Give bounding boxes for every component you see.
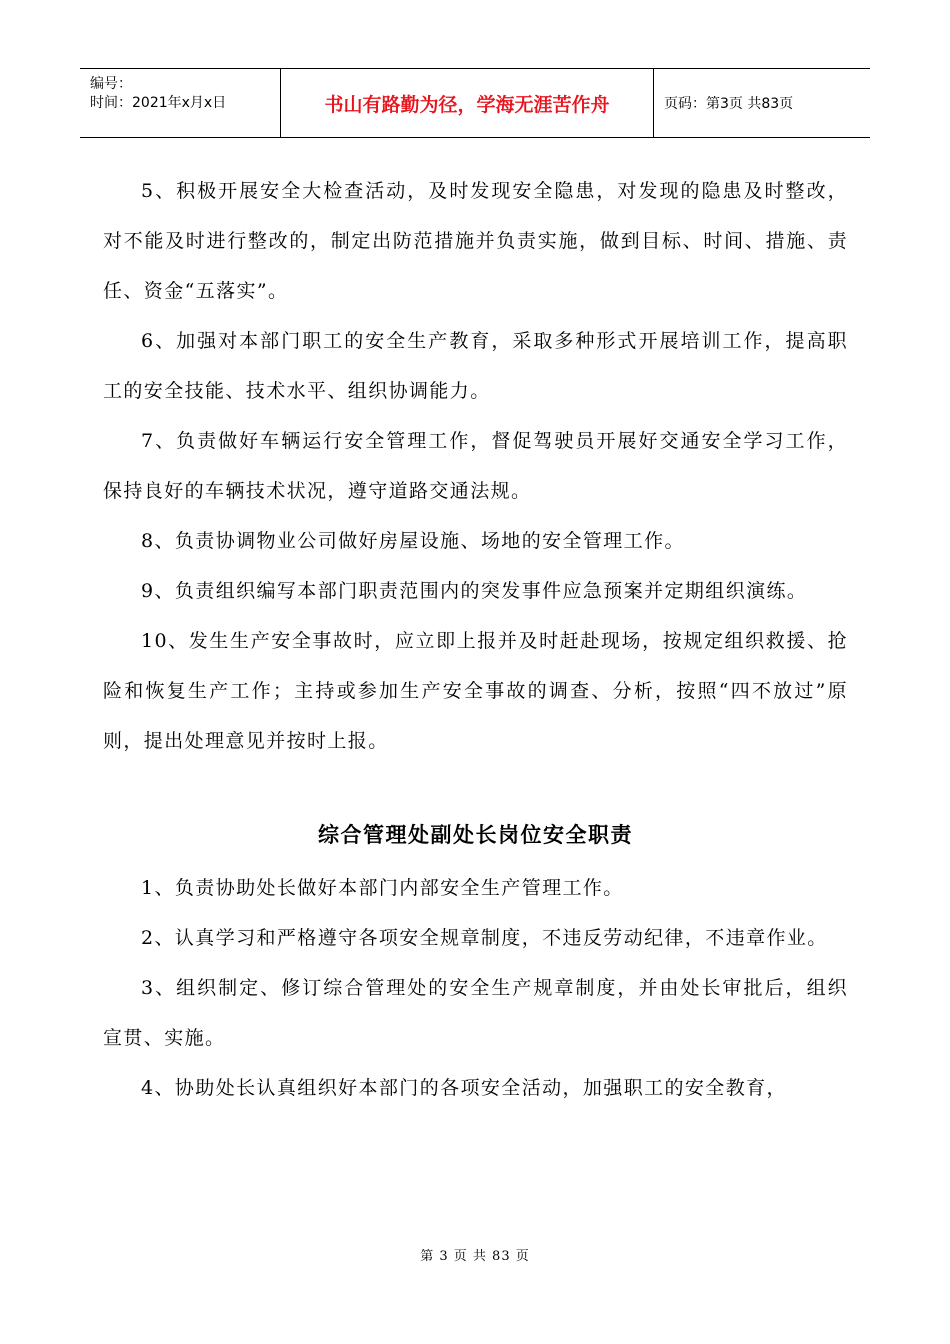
- page-footer: 第 3 页 共 83 页: [420, 1249, 530, 1264]
- section-title: 综合管理处副处长岗位安全职责: [318, 823, 633, 847]
- paragraph: 1、负责协助处长做好本部门内部安全生产管理工作。: [141, 877, 624, 899]
- paragraph: 7、负责做好车辆运行安全管理工作，督促驾驶员开展好交通安全学习工作，保持良好的车辆技术状况，遵守道路交通法规。: [103, 430, 848, 502]
- paragraph: 3、组织制定、修订综合管理处的安全生产规章制度，并由处长审批后，组织宣贯、实施。: [103, 977, 848, 1049]
- header-page-info: 页码：第3页 共83页: [664, 96, 794, 112]
- page-header: [80, 68, 870, 138]
- paragraph: 10、发生生产安全事故时，应立即上报并及时赶赴现场，按规定组织救援、抢险和恢复生产工作；主持或参加生产安全事故的调查、分析，按照“四不放过”原则，提出处理意见并按时上报。: [103, 630, 848, 752]
- paragraph: 8、负责协调物业公司做好房屋设施、场地的安全管理工作。: [141, 530, 685, 552]
- paragraph: 4、协助处长认真组织好本部门的各项安全活动，加强职工的安全教育，: [141, 1077, 787, 1099]
- header-meta: [80, 69, 281, 137]
- paragraph: 6、加强对本部门职工的安全生产教育，采取多种形式开展培训工作，提高职工的安全技能、技术水平、组织协调能力。: [103, 330, 848, 402]
- header-motto: 书山有路勤为径，学海无涯苦作舟: [281, 69, 654, 137]
- document-number-label: 编号：: [90, 76, 132, 92]
- paragraph: 2、认真学习和严格遵守各项安全规章制度，不违反劳动纪律，不违章作业。: [141, 927, 828, 949]
- document-date: 时间：2021年x月x日: [90, 95, 227, 111]
- paragraph: 5、积极开展安全大检查活动，及时发现安全隐患，对发现的隐患及时整改，对不能及时进行整改的，制定出防范措施并负责实施，做到目标、时间、措施、责任、资金“五落实”。: [103, 180, 848, 302]
- paragraph: 9、负责组织编写本部门职责范围内的突发事件应急预案并定期组织演练。: [141, 580, 808, 602]
- document-body: [103, 166, 848, 1113]
